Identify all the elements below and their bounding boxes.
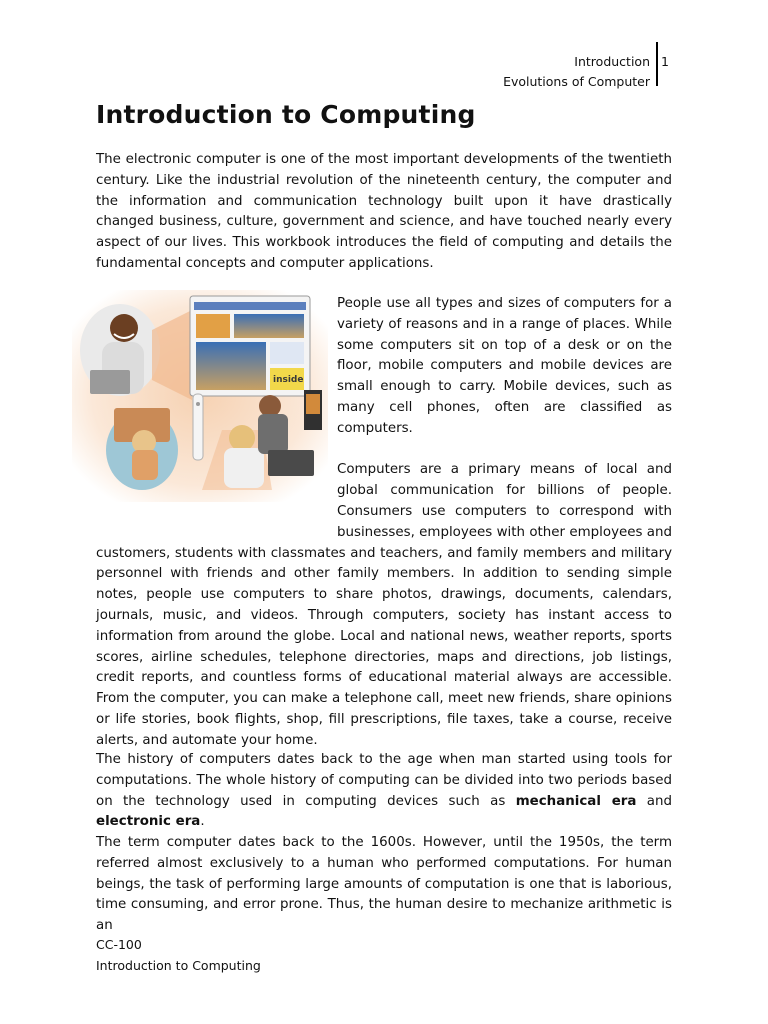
history-and: and [636,793,672,809]
header-divider [656,42,658,86]
footer-course-name: Introduction to Computing [96,958,261,973]
term-history-paragraph: The term computer dates back to the 1600s. However, until the 1950s, the term referred almost exclusively to a human who performed computations. For human beings, the task of performing large amounts of computation is one that is laborious, time consuming, and error prone. Thus, the human desire to mechanize arithmetic is an [96,835,672,934]
header-section: Evolutions of Computer [503,74,650,89]
mechanical-era-term: mechanical era [515,793,637,809]
electronic-era-term: electronic era [96,814,201,830]
figure-spacer [96,294,337,524]
page-title: Introduction to Computing [96,100,476,129]
computer-types-paragraph: People use all types and sizes of computers for a variety of reasons and in a range of places. While some computers sit on top of a desk or on the floor, mobile computers and mobile devices are small enough to carry. Mobile devices, such as many cell phones, often are classified as computers. [337,296,672,436]
history-text: The history of computers dates back to the age when man started using tools for computations. The whole history of computing can be divided into two periods based on the technology used in computing devices such as [96,752,672,809]
header-chapter: Introduction [574,54,650,69]
screen-logo-text: inside [273,375,304,385]
footer-course-code: CC-100 [96,937,142,952]
history-end: . [200,814,205,830]
history-paragraph [96,750,672,833]
communication-paragraph: Computers are a primary means of local and global communication for billions of people. Consumers use computers to correspond with businesses, employees with other employees and customers, students with classmates and teachers, and family members and military personnel with friends and other family members. In addition to sending simple notes, people use computers to share photos, drawings, documents, calendars, journals, music, and videos. Through computers, society has instant access to information from around the globe. Local and national news, weather reports, sports scores, airline schedules, telephone directories, maps and directions, job listings, credit reports, and countless forms of educational material always are accessible. From the computer, you can make a telephone call, meet new friends, share opinions or life stories, book flights, shop, fill prescriptions, file taxes, take a course, receive alerts, and automate your home. [96,462,672,748]
page-number: 1 [661,54,669,69]
page-footer [96,934,261,976]
body-flow [96,294,672,772]
running-header [503,52,650,92]
intro-paragraph: The electronic computer is one of the most important developments of the twentieth century. Like the industrial revolution of the nineteenth century, the computer and the information and communication technology built upon it have drastically changed business, culture, government and science, and have touched nearly every aspect of our lives. This workbook introduces the field of computing and details the fundamental concepts and computer applications. [96,152,672,271]
